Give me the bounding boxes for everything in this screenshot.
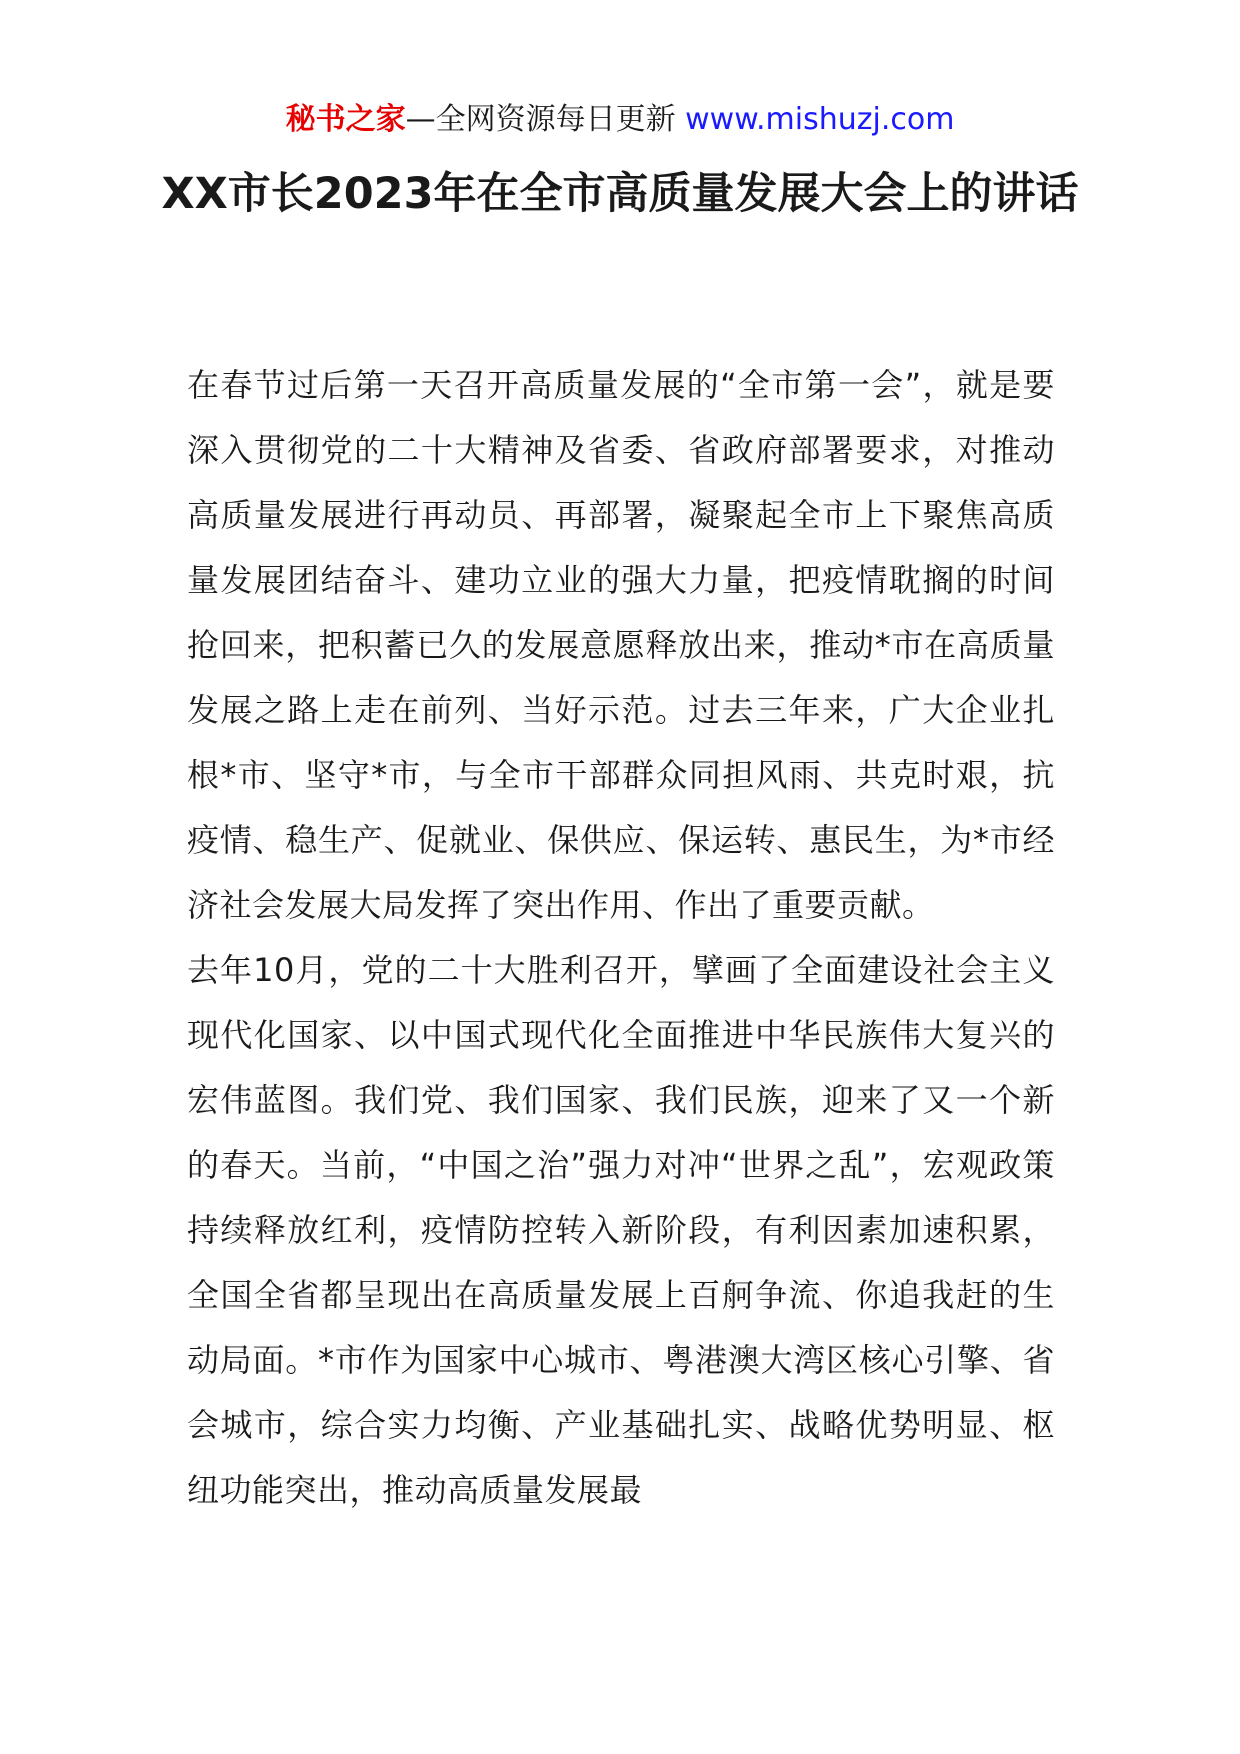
- source-header: [0, 100, 1240, 140]
- paragraph-2: 去年10月，党的二十大胜利召开，擘画了全面建设社会主义现代化国家、以中国式现代化全面推进中华民族伟大复兴的宏伟蓝图。我们党、我们国家、我们民族，迎来了又一个新的春天。当前，“中国之治”强力对冲“世界之乱”，宏观政策持续释放红利，疫情防控转入新阶段，有利因素加速积累，全国全省都呈现出在高质量发展上百舸争流、你追我赶的生动局面。*市作为国家中心城市、粤港澳大湾区核心引擎、省会城市，综合实力均衡、产业基础扎实、战略优势明显、枢纽功能突出，推动高质量发展最: [187, 951, 1055, 1509]
- site-url-link[interactable]: www.mishuzj.com: [685, 102, 955, 137]
- paragraph-1: 在春节过后第一天召开高质量发展的“全市第一会”，就是要深入贯彻党的二十大精神及省委、省政府部署要求，对推动高质量发展进行再动员、再部署，凝聚起全市上下聚焦高质量发展团结奋斗、建功立业的强大力量，把疫情耽搁的时间抢回来，把积蓄已久的发展意愿释放出来，推动*市在高质量发展之路上走在前列、当好示范。过去三年来，广大企业扎根*市、坚守*市，与全市干部群众同担风雨、共克时艰，抗疫情、稳生产、促就业、保供应、保运转、惠民生，为*市经济社会发展大局发挥了突出作用、作出了重要贡献。: [187, 366, 1055, 924]
- document-body: [187, 353, 1055, 1523]
- header-tagline: —全网资源每日更新: [405, 102, 686, 137]
- brand-name: 秘书之家: [285, 102, 406, 137]
- document-title: XX市长2023年在全市高质量发展大会上的讲话: [161, 169, 1079, 219]
